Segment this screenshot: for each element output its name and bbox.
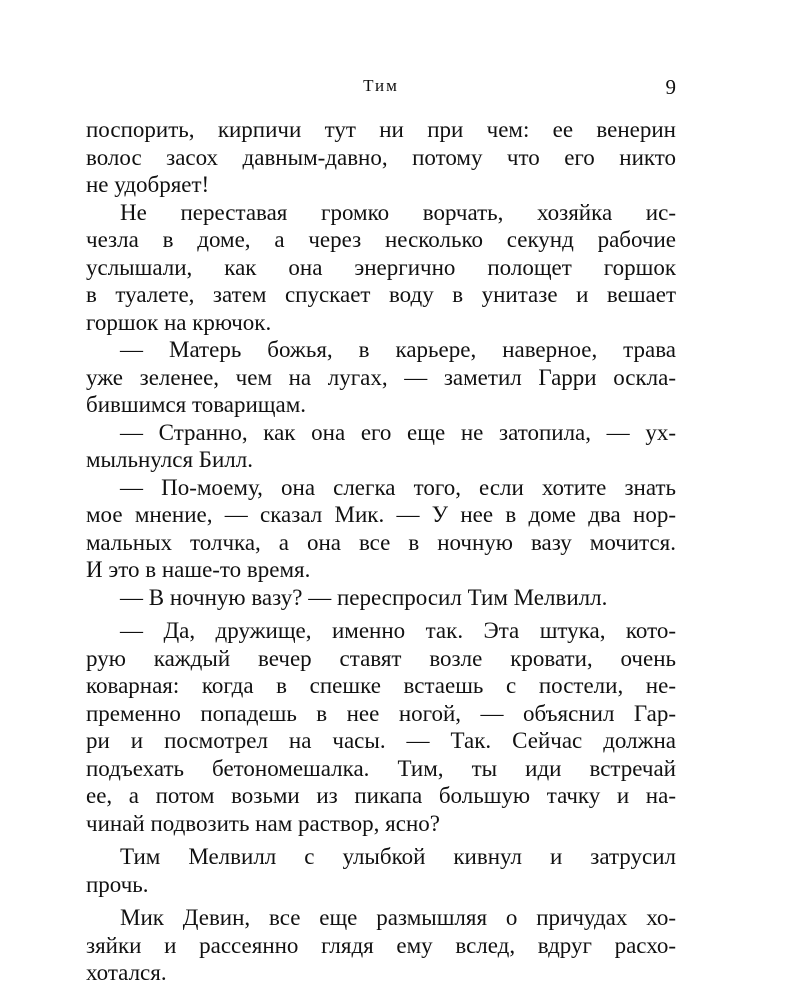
text-line: коварная: когда в спешке встаешь с постели, не- xyxy=(86,673,676,698)
text-line: Мик Девин, все еще размышляя о причудах хо- xyxy=(120,905,676,930)
text-line: ри и посмотрел на часы. — Так. Сейчас должна xyxy=(86,728,676,753)
text-line: — Да, дружище, именно так. Эта штука, кото- xyxy=(120,618,676,643)
text-line: ее, а потом возьми из пикапа большую тачку и на- xyxy=(86,783,676,808)
paragraph xyxy=(86,584,676,612)
paragraph xyxy=(86,199,676,337)
text-line: горшок на крючок. xyxy=(86,309,272,335)
paragraph xyxy=(86,116,676,199)
paragraph xyxy=(86,419,676,474)
text-line: — Странно, как она его еще не затопила, — ух- xyxy=(120,419,676,445)
text-line: мое мнение, — сказал Мик. — У нее в доме два нор- xyxy=(86,502,676,527)
text-line: — Матерь божья, в карьере, наверное, трава xyxy=(120,337,676,362)
text-line: не удобряет! xyxy=(86,172,210,197)
text-line: И это в наше-то время. xyxy=(86,557,311,582)
text-line: уже зеленее, чем на лугах, — заметил Гарри оскла- xyxy=(86,364,676,390)
text-line: зяйки и рассеянно глядя ему вслед, вдруг расхо- xyxy=(86,932,676,958)
text-line: рую каждый вечер ставят возле кровати, очень xyxy=(86,645,676,671)
body-text xyxy=(86,116,676,987)
paragraph xyxy=(86,617,676,837)
text-line: хотался. xyxy=(86,960,167,985)
paragraph xyxy=(86,336,676,419)
paragraph xyxy=(86,474,676,584)
text-line: подъехать бетономешалка. Тим, ты иди встречай xyxy=(86,755,676,781)
paragraph xyxy=(86,904,676,987)
text-line: в туалете, затем спускает воду в унитазе и вешает xyxy=(86,282,676,307)
running-title: Тим xyxy=(363,76,399,95)
text-line: — По-моему, она слегка того, если хотите знать xyxy=(120,474,676,500)
text-line: пременно попадешь в нее ногой, — объяснил Гар- xyxy=(86,700,676,726)
paragraph xyxy=(86,843,676,898)
page-number: 9 xyxy=(665,75,676,99)
text-line: чинай подвозить нам раствор, ясно? xyxy=(86,810,440,836)
running-head xyxy=(86,76,676,100)
text-line: мальных толчка, а она все в ночную вазу мочится. xyxy=(86,529,676,555)
text-line: услышали, как она энергично полощет горшок xyxy=(86,254,676,280)
text-line: прочь. xyxy=(86,871,149,897)
text-line: Не переставая громко ворчать, хозяйка ис- xyxy=(120,199,676,225)
text-line: — В ночную вазу? — переспросил Тим Мелвилл. xyxy=(120,584,608,610)
text-line: бившимся товарищам. xyxy=(86,392,307,417)
text-line: чезла в доме, а через несколько секунд рабочие xyxy=(86,227,676,252)
text-line: волос засох давным-давно, потому что его никто xyxy=(86,144,676,170)
text-line: мыльнулся Билл. xyxy=(86,447,254,472)
text-line: Тим Мелвилл с улыбкой кивнул и затрусил xyxy=(120,844,676,869)
text-line: поспорить, кирпичи тут ни при чем: ее венерин xyxy=(86,117,676,142)
